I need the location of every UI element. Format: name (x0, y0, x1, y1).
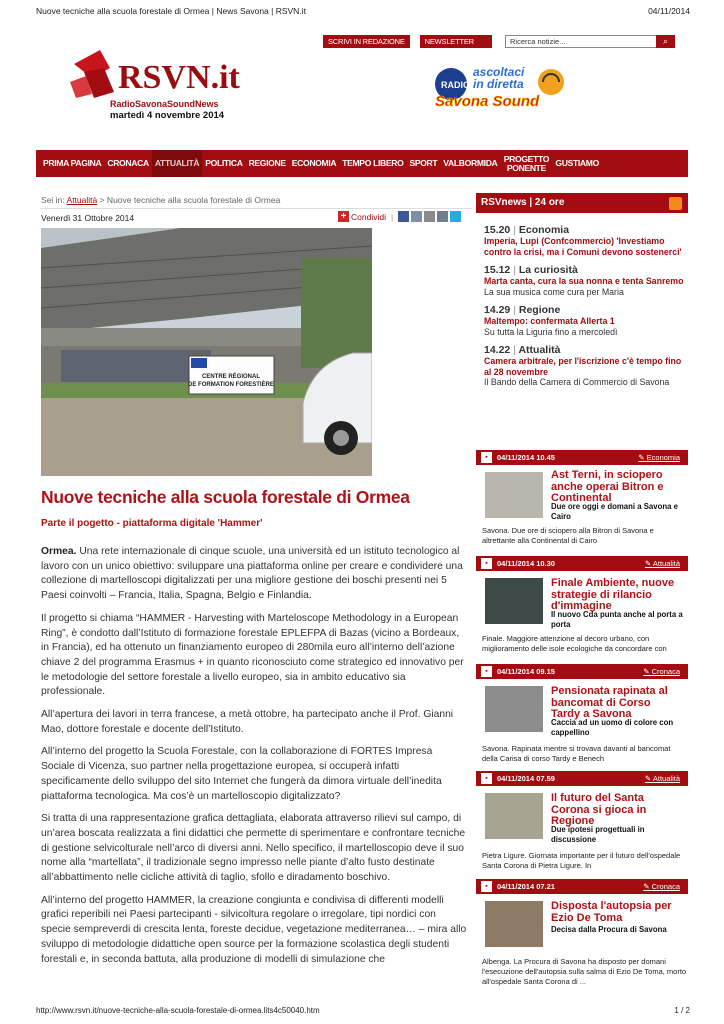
print-footer (36, 1006, 690, 1015)
news-category-link[interactable]: ✎ Attualità (644, 559, 680, 568)
news-card-bar: ▪ 04/11/2014 07.21 ✎ Cronaca (476, 879, 688, 894)
news-thumbnail[interactable] (485, 901, 543, 947)
bookmark-icon[interactable] (437, 211, 448, 222)
ticker-time: 14.29 | Regione (484, 304, 561, 316)
news-card-bar: ▪ 04/11/2014 10.30 ✎ Attualità (476, 556, 688, 571)
news-card-bar: ▪ 04/11/2014 09.15 ✎ Cronaca (476, 664, 688, 679)
news-category-link[interactable]: ✎ Economia (638, 453, 680, 462)
news-excerpt: Finale. Maggiore attenzione al decoro urbano, con miglioramento delle isole ecologiche da concordare con (482, 634, 667, 653)
calendar-icon: ▪ (481, 773, 492, 784)
ticker-subtitle: Il Bando della Camera di Commercio di Savona (484, 377, 670, 387)
nav-item[interactable]: SPORT (409, 158, 438, 168)
article-date: Venerdì 31 Ottobre 2014 (41, 213, 135, 223)
paragraph: All’interno del progetto la Scuola Forestale, con la collaborazione di FORTES Impresa Sociale di Vicenza, suo partner nella progettazione europea, si occuperà infatti specificamente dello sviluppo del sito Internet che fungerà da dimora virtuale dell’inedita piattaforma tecnologica. Ma cos’è un martelloscopio digitalizzato? (41, 746, 442, 802)
photo-sign-line1: CENTRE RÉGIONAL (201, 374, 261, 380)
news-thumbnail[interactable] (485, 472, 543, 518)
news-category-link[interactable]: ✎ Attualità (644, 774, 680, 783)
news-summary: Due ore oggi e domani a Savona e Cairo (551, 502, 678, 521)
nav-item[interactable]: GUSTIAMO (555, 158, 599, 168)
ticker-subtitle: Su tutta la Liguria fino a mercoledì (484, 326, 618, 337)
site-logo[interactable] (70, 48, 260, 100)
news-category-link[interactable]: ✎ Cronaca (643, 667, 680, 676)
ticker-item[interactable] (484, 264, 684, 297)
newsletter-link[interactable]: NEWSLETTER (420, 35, 492, 48)
ticker-title: Maltempo: confermata Allerta 1 (484, 316, 615, 326)
email-icon[interactable] (411, 211, 422, 222)
svg-text:Savona Sound: Savona Sound (435, 93, 540, 110)
news-card[interactable] (476, 879, 688, 987)
breadcrumb-current: > Nuove tecniche alla scuola forestale di Ormea (97, 195, 281, 205)
news-title[interactable]: Disposta l'autopsia per Ezio De Toma (551, 900, 672, 924)
article-body (41, 545, 467, 975)
twitter-icon[interactable] (450, 211, 461, 222)
nav-item[interactable]: VALBORMIDA (443, 158, 498, 168)
facebook-icon[interactable] (398, 211, 409, 222)
sidebar-header: RSVnews | 24 ore (476, 193, 688, 213)
news-summary: Decisa dalla Procura di Savona (551, 925, 667, 934)
brand-tagline: RadioSavonaSoundNews (110, 99, 219, 109)
news-excerpt: Albenga. La Procura di Savona ha disposto per domani l'esecuzione dell'autopsia sulla salma di Ezio De Toma, morto all'ospedale Santa Corona di ... (482, 957, 687, 986)
svg-text:ascoltaci: ascoltaci (473, 65, 525, 79)
news-thumbnail[interactable] (485, 686, 543, 732)
main-nav (36, 150, 688, 177)
print-url: http://www.rsvn.it/nuove-tecniche-alla-scuola-forestale-di-ormea.lits4c50040.htm (36, 1006, 320, 1015)
news-card[interactable] (476, 450, 688, 554)
calendar-icon: ▪ (481, 452, 492, 463)
news-card[interactable] (476, 664, 688, 769)
paragraph: Ormea. Una rete internazionale di cinque scuole, una università ed un istituto tecnologico al lavoro con un unico obiettivo: sviluppare una piattaforma online per creare e condividere una collezione di martelloscopi digitalizzati per una migliore gestione dei boschi presenti nei 5 Paesi coinvolti – Francia, Italia, Spagna, Belgio e Finlandia. (41, 546, 463, 602)
breadcrumb-section-link[interactable]: Attualità (66, 195, 98, 205)
news-card-bar: ▪ 04/11/2014 10.45 ✎ Economia (476, 450, 688, 465)
svg-text:RADIO: RADIO (441, 80, 470, 90)
radio-banner[interactable] (433, 60, 573, 112)
share-button[interactable]: Condividi (351, 211, 386, 222)
news-summary: Due ipotesi progettuali in discussione (551, 825, 645, 844)
news-ticker (484, 224, 684, 441)
article-photo (41, 228, 372, 476)
paragraph: Il progetto si chiama “HAMMER - Harvesting with Marteloscope Methodology in a European Ring”, è condotto dall’Istituto di formazione forestale EPLEFPA di Bazas (vicino a Bordeaux, in Francia), ed ha ottenuto un finanziamento europeo di 280mila euro all’interno dell’azione chiave 2 del programma Erasmus + in quanto riconosciuto come strategico ed innovativo per le metodologie del settore forestale a livello europeo, sia in ambito educativo sia professionale. (41, 612, 464, 698)
print-icon[interactable] (424, 211, 435, 222)
calendar-icon: ▪ (481, 666, 492, 677)
nav-item[interactable]: ECONOMIA (291, 158, 337, 168)
news-card[interactable] (476, 771, 688, 877)
ticker-time: 15.12 | La curiosità (484, 264, 578, 276)
news-card-bar: ▪ 04/11/2014 07.59 ✎ Attualità (476, 771, 688, 786)
ticker-time: 15.20 | Economia (484, 224, 570, 236)
svg-text:in diretta: in diretta (473, 77, 524, 91)
ticker-item[interactable] (484, 304, 684, 337)
ticker-time: 14.22 | Attualità (484, 344, 561, 356)
news-title[interactable]: Ast Terni, in sciopero anche operai Bitron e Continental (551, 469, 664, 504)
top-bar (323, 35, 492, 48)
news-category-link[interactable]: ✎ Cronaca (643, 882, 680, 891)
print-pages: 1 / 2 (674, 1006, 690, 1015)
ticker-title: Camera arbitrale, per l'iscrizione c'è tempo fino al 28 novembre (484, 356, 682, 377)
print-title: Nuove tecniche alla scuola forestale di Ormea | News Savona | RSVN.it (36, 6, 306, 16)
logo-text: RSVN.it (118, 59, 240, 96)
calendar-icon: ▪ (481, 558, 492, 569)
tag-icon: ✎ (644, 559, 653, 568)
tag-icon: ✎ (638, 453, 647, 462)
breadcrumb (41, 195, 280, 205)
paragraph: Si tratta di una rappresentazione grafica dettagliata, elaborata attraverso rilievi sul campo, di un’area boscata realizzata a fini didattici che permette di sperimentare e confrontare tecniche di gestione selvicolturale nell’arco di diversi anni. Nello specifico, il martelloscopio deve il suo nome alla “martellata”, il tradizionale segno impresso nelle piante d’alto fusto destinate all’abbattimento nelle cicliche attività di taglio, sfollo e diradamento boschivo. (41, 813, 466, 884)
search-input[interactable]: Ricerca notizie... (505, 35, 675, 48)
news-summary: Il nuovo Cda punta anche al porta a porta (551, 610, 683, 629)
tag-icon: ✎ (643, 667, 652, 676)
share-bar: + Condividi | (338, 211, 461, 222)
divider (40, 208, 472, 209)
ticker-item[interactable] (484, 224, 684, 257)
calendar-icon: ▪ (481, 881, 492, 892)
headphones-icon (538, 69, 564, 95)
nav-item[interactable]: PRIMA PAGINA (43, 158, 102, 168)
nav-item[interactable]: PROGETTO PONENTE (503, 153, 550, 173)
paragraph: All’interno del progetto HAMMER, la creazione congiunta e condivisa di differenti modelli grafici reperibili nei Paesi partecipanti - silvicoltura regolare o irregolare, tipi nordici con specie sempreverdi di crescita lenta, foreste decidue, vegetazione mediterranea… – mira allo sviluppo di metodologie didattiche open source per la formazione scolastica degli studenti forestali e, in seconda battuta, alla produzione di modelli di simulazione che (41, 894, 467, 965)
ticker-title: Marta canta, cura la sua nonna e tenta Sanremo (484, 276, 684, 286)
news-thumbnail[interactable] (485, 793, 543, 839)
news-excerpt: Savona. Due ore di sciopero alla Bitron di Savona e altrettante alla Continental di Cairo (482, 526, 654, 545)
news-card[interactable] (476, 556, 688, 662)
print-date: 04/11/2014 (648, 6, 690, 16)
nav-item[interactable]: REGIONE (248, 158, 286, 168)
ticker-title: Imperia, Lupi (Confcommercio) 'Investiamo contro la crisi, ma i Comuni devono sostenerci' (484, 236, 682, 257)
news-summary: Caccia ad un uomo di colore con cappellino (551, 718, 674, 737)
nav-item[interactable]: POLITICA (205, 158, 243, 168)
photo-sign-line2: DE FORMATION FORESTIÈRE (188, 382, 274, 388)
write-to-editors-link[interactable]: SCRIVI IN REDAZIONE (323, 35, 410, 48)
nav-item[interactable]: TEMPO LIBERO (342, 158, 404, 168)
nav-item[interactable]: ATTUALITÀ (152, 150, 202, 177)
plus-icon[interactable]: + (338, 211, 349, 222)
news-title[interactable]: Pensionata rapinata al bancomat di Corso Tardy a Savona (551, 685, 668, 720)
news-title[interactable]: Finale Ambiente, nuove strategie di rilancio d'immagine (551, 577, 675, 612)
nav-item[interactable]: CRONACA (107, 158, 149, 168)
print-header (36, 6, 690, 16)
lead-place: Ormea. (41, 546, 77, 557)
breadcrumb-prefix: Sei in: (41, 195, 65, 205)
search-icon: ⌕ (662, 36, 669, 46)
news-title[interactable]: Il futuro del Santa Corona si gioca in Regione (551, 792, 647, 827)
search-button[interactable] (656, 35, 675, 48)
news-excerpt: Pietra Ligure. Giornata importante per il futuro dell'ospedale Santa Corona di Pietra Ligure. In (482, 851, 681, 870)
today-date: martedì 4 novembre 2014 (110, 110, 225, 121)
news-excerpt: Savona. Rapinata mentre si trovava davanti al bancomat della Carisa di corso Tardy e Benech (482, 744, 671, 763)
tag-icon: ✎ (644, 774, 653, 783)
tag-icon: ✎ (643, 882, 652, 891)
news-thumbnail[interactable] (485, 578, 543, 624)
rss-icon[interactable] (669, 197, 682, 210)
ticker-item[interactable] (484, 344, 684, 388)
ticker-subtitle: La sua musica come cura per Maria (484, 286, 624, 297)
article-subtitle: Parte il pogetto - piattaforma digitale 'Hammer' (41, 518, 263, 529)
paragraph: All’apertura dei lavori in terra francese, a metà ottobre, ha partecipato anche il Prof. Gianni Mao, dottore forestale e docente dell’Istituto. (41, 709, 454, 735)
article-title: Nuove tecniche alla scuola forestale di Ormea (41, 487, 410, 507)
